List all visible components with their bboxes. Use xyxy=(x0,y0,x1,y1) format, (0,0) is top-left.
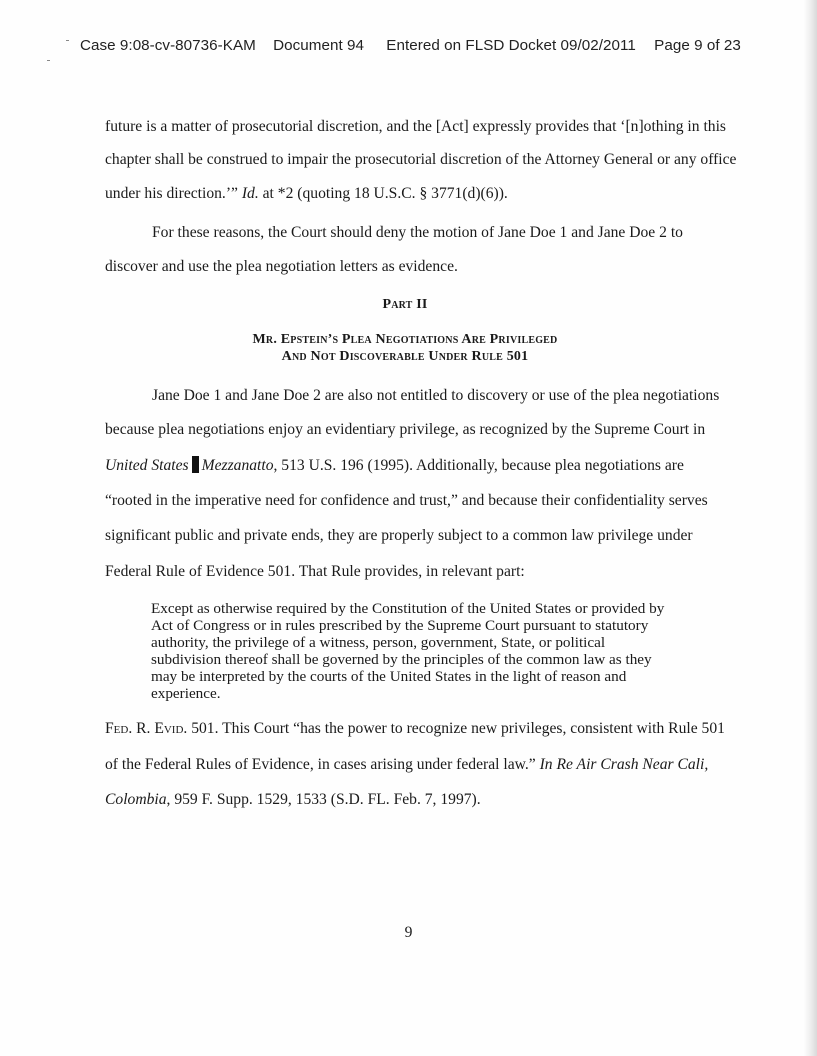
docket-header xyxy=(80,37,740,54)
case-name-part-2: Mezzanatto xyxy=(201,457,274,474)
rule-citation: Fed. R. Evid. 501. xyxy=(105,720,219,737)
case-number: Case 9:08-cv-80736-KAM xyxy=(80,37,256,54)
argument-line-6: Federal Rule of Evidence 501. That Rule provides, in relevant part: xyxy=(105,563,525,580)
intro-line-3 xyxy=(105,185,508,203)
after-quote-line-1 xyxy=(105,720,725,738)
after-quote-line-2 xyxy=(105,756,708,774)
part-label: Part II xyxy=(382,297,428,312)
after-quote-line-3-rest: , 959 F. Supp. 1529, 1533 (S.D. FL. Feb. 7, 1997). xyxy=(166,791,481,808)
after-quote-line-3 xyxy=(105,791,481,809)
quote-line-5: may be interpreted by the courts of the United States in the light of reason and xyxy=(151,668,627,685)
section-heading-line-1: Mr. Epstein’s Plea Negotiations Are Privileged xyxy=(252,332,558,347)
case-name-colombia: Colombia xyxy=(105,791,167,808)
conclusion-line-2: discover and use the plea negotiation letters as evidence. xyxy=(105,258,458,275)
scan-speck xyxy=(66,40,69,41)
scan-speck xyxy=(47,60,50,61)
argument-line-2: because plea negotiations enjoy an evidentiary privilege, as recognized by the Supreme Court in xyxy=(105,421,706,438)
quote-line-4: subdivision thereof shall be governed by the principles of the common law as they xyxy=(151,651,652,668)
intro-line-3-cite: at *2 (quoting 18 U.S.C. § 3771(d)(6)). xyxy=(262,185,508,202)
document-number: Document 94 xyxy=(273,37,365,54)
quote-line-6: experience. xyxy=(151,685,221,702)
quote-line-2: Act of Congress or in rules prescribed by the Supreme Court pursuant to statutory xyxy=(151,617,649,634)
intro-line-2: chapter shall be construed to impair the prosecutorial discretion of the Attorney General or any office xyxy=(105,151,737,168)
entered-date: Entered on FLSD Docket 09/02/2011 xyxy=(386,37,636,54)
argument-line-4: “rooted in the imperative need for confidence and trust,” and because their confidentiality serves xyxy=(105,492,708,509)
argument-line-5: significant public and private ends, they are properly subject to a common law privilege under xyxy=(105,527,693,544)
argument-line-1: Jane Doe 1 and Jane Doe 2 are also not entitled to discovery or use of the plea negotiations xyxy=(152,387,720,404)
intro-line-1: future is a matter of prosecutorial discretion, and the [Act] expressly provides that ‘[n]othing in this xyxy=(105,118,726,135)
redaction-mark xyxy=(192,456,199,473)
argument-line-3-rest: , 513 U.S. 196 (1995). Additionally, because plea negotiations are xyxy=(273,457,684,474)
id-citation: Id. xyxy=(241,185,259,202)
case-name-cali: In Re Air Crash Near Cali, xyxy=(539,756,709,773)
page-number: 9 xyxy=(404,924,413,941)
quote-line-3: authority, the privilege of a witness, person, government, State, or political xyxy=(151,634,606,651)
intro-line-3-text: under his direction.’” xyxy=(105,185,238,202)
quote-line-1: Except as otherwise required by the Constitution of the United States or provided by xyxy=(151,600,665,617)
case-name-part-1: United States xyxy=(105,457,189,474)
argument-line-3 xyxy=(105,456,684,475)
after-quote-line-2-text: of the Federal Rules of Evidence, in cases arising under federal law.” xyxy=(105,756,536,773)
conclusion-line-1: For these reasons, the Court should deny the motion of Jane Doe 1 and Jane Doe 2 to xyxy=(152,224,683,241)
after-quote-line-1-rest: This Court “has the power to recognize new privileges, consistent with Rule 501 xyxy=(222,720,725,737)
section-heading-line-2: And Not Discoverable Under Rule 501 xyxy=(281,349,529,364)
scan-edge-shading xyxy=(803,0,817,1056)
page-count: Page 9 of 23 xyxy=(654,37,741,54)
